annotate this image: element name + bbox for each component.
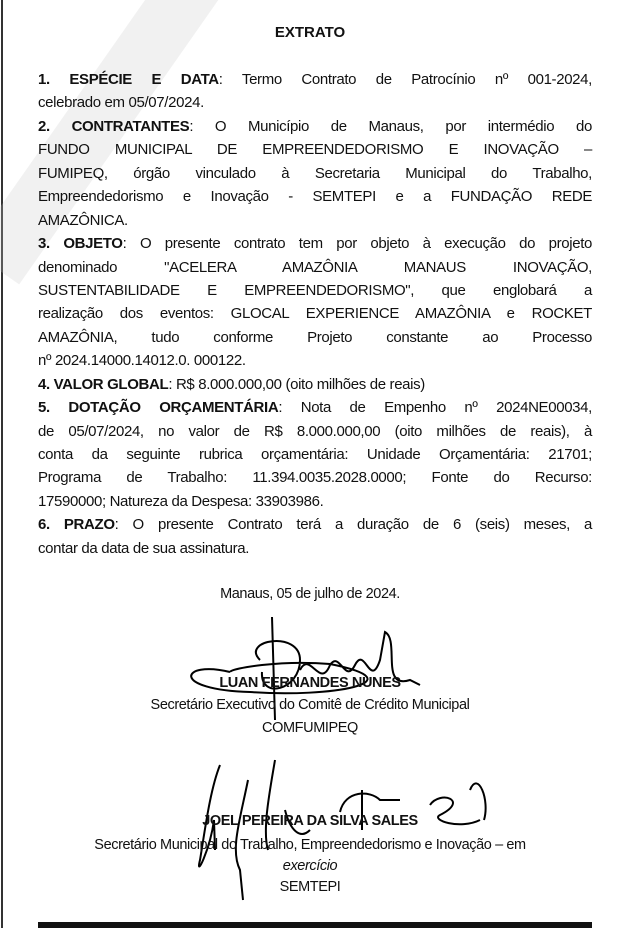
clause-text: : Termo Contrato de Patrocínio nº 001-2024, bbox=[218, 71, 592, 88]
clause-text: conta da seguinte rubrica orçamentária: Unidade Orçamentária: 21701; bbox=[38, 446, 592, 463]
signatory2-note: exercício bbox=[282, 858, 338, 874]
signatory1-role: Secretário Executivo do Comitê de Crédito Municipal bbox=[150, 697, 470, 713]
signatory2-org: SEMTEPI bbox=[279, 879, 341, 895]
clause-label: 1. ESPÉCIE E DATA bbox=[38, 71, 219, 88]
footer-rule bbox=[38, 922, 592, 928]
clause-text: FUMIPEQ, órgão vinculado à Secretaria Municipal do Trabalho, bbox=[38, 164, 592, 182]
clause-text: Programa de Trabalho: 11.394.0035.2028.0000; Fonte do Recurso: bbox=[38, 469, 592, 487]
clause-text: : O presente contrato tem por objeto à execução do projeto bbox=[122, 235, 592, 253]
clause-label: 3. OBJETO bbox=[38, 235, 123, 253]
clause-label: 4. VALOR GLOBAL bbox=[38, 375, 169, 393]
clause-text: : O presente Contrato terá a duração de 6 (seis) meses, a bbox=[114, 516, 592, 534]
clause-text: AMAZÔNIA, tudo conforme Projeto constante ao Processo bbox=[38, 328, 592, 346]
clause-text: : O Município de Manaus, por intermédio do bbox=[189, 117, 592, 135]
clause-label: 6. PRAZO bbox=[38, 516, 115, 534]
clause-text: SUSTENTABILIDADE E EMPREENDEDORISMO", que englobará a bbox=[38, 281, 592, 299]
clause-label: 5. DOTAÇÃO ORÇAMENTÁRIA bbox=[38, 399, 279, 417]
signatory2-role: Secretário Municipal do Trabalho, Empreendedorismo e Inovação – em bbox=[94, 837, 526, 853]
clause-text: realização dos eventos: GLOCAL EXPERIENCE AMAZÔNIA e ROCKET bbox=[38, 305, 592, 323]
document-title: EXTRATO bbox=[274, 24, 346, 41]
clause-text: FUNDO MUNICIPAL DE EMPREENDEDORISMO E INOVAÇÃO – bbox=[38, 141, 592, 159]
signatory1-org: COMFUMIPEQ bbox=[262, 720, 358, 736]
clause-text: 17590000; Natureza da Despesa: 33903986. bbox=[38, 492, 324, 510]
clause-text: denominado "ACELERA AMAZÔNIA MANAUS INOVAÇÃO, bbox=[38, 258, 592, 276]
signatory1-name: LUAN FERNANDES NUNES bbox=[219, 675, 401, 691]
clause-label: 2. CONTRATANTES bbox=[38, 117, 190, 135]
place-date: Manaus, 05 de julho de 2024. bbox=[220, 586, 400, 602]
clause-text: celebrado em 05/07/2024. bbox=[38, 94, 204, 112]
clause-text: Empreendedorismo e Inovação - SEMTEPI e a FUNDAÇÃO REDE bbox=[38, 188, 592, 206]
clause-text: contar da data de sua assinatura. bbox=[38, 539, 250, 557]
clause-text: AMAZÔNICA. bbox=[38, 211, 128, 229]
clause-text: de 05/07/2024, no valor de R$ 8.000.000,00 (oito milhões de reais), à bbox=[38, 422, 592, 440]
clause-text: nº 2024.14000.14012.0. 000122. bbox=[38, 352, 246, 370]
clause-text: : Nota de Empenho nº 2024NE00034, bbox=[278, 399, 592, 417]
signatory2-name: JOEL PEREIRA DA SILVA SALES bbox=[202, 813, 418, 829]
clause-text: : R$ 8.000.000,00 (oito milhões de reais) bbox=[168, 375, 425, 393]
